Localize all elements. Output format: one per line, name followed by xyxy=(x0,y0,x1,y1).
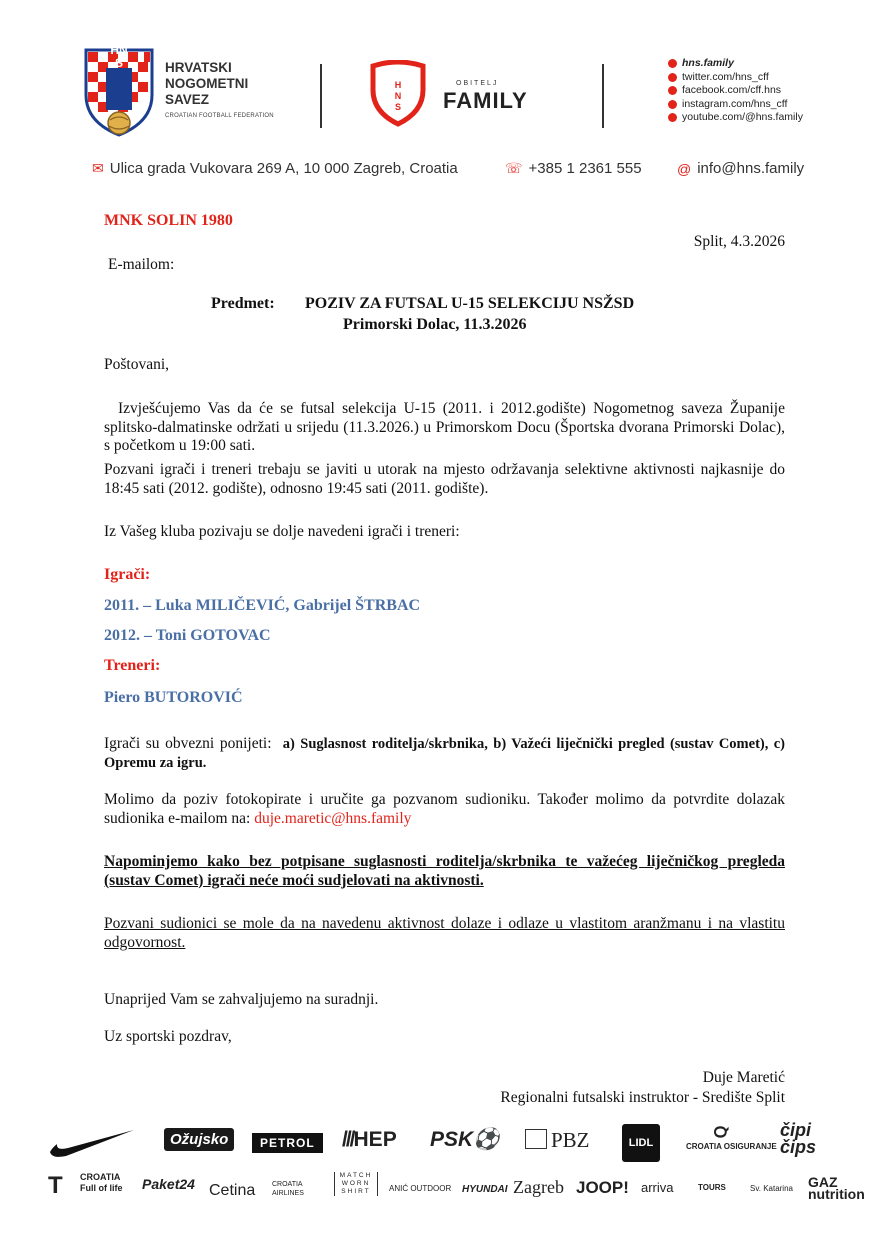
nike-swoosh-logo xyxy=(48,1126,136,1160)
paragraph-thanks: Unaprijed Vam se zahvaljujemo na suradnji. xyxy=(104,991,379,1008)
coach-name: Piero BUTOROVIĆ xyxy=(104,689,243,706)
subject-line-1: POZIV ZA FUTSAL U-15 SELEKCIJU NSŽSD xyxy=(305,295,635,312)
sponsor-hyundai: HYUNDAI xyxy=(462,1184,508,1195)
sponsor-arriva: arriva xyxy=(641,1180,674,1195)
crest-letters: HNS xyxy=(110,43,128,70)
organization-name xyxy=(165,60,274,124)
social-links xyxy=(668,57,803,125)
contact-email-link[interactable]: duje.maretic@hns.family xyxy=(254,809,412,827)
sponsor-joop: JOOP! xyxy=(576,1178,629,1197)
sponsor-cipi-cips: čipi čips xyxy=(780,1120,817,1157)
org-line-3: SAVEZ xyxy=(165,92,210,107)
paragraph-arrival: Pozvani igrači i treneri trebaju se javiti u utorak na mjesto održavanja selektivne aktivnosti najkasnije do 18:45 sati (2012. godište), odnosno 19:45 sati (2011. godište). xyxy=(104,461,785,497)
signature-title: Regionalni futsalski instruktor - Središte Split xyxy=(500,1089,785,1106)
coaches-heading: Treneri: xyxy=(104,657,161,674)
signature-name: Duje Maretić xyxy=(702,1069,785,1086)
recipient: MNK SOLIN 1980 xyxy=(104,212,233,229)
org-line-2: NOGOMETNI xyxy=(165,76,249,91)
contact-phone: ☏ +385 1 2361 555 xyxy=(505,160,642,177)
place-date: Split, 4.3.2026 xyxy=(693,233,785,250)
contact-address: ✉ Ulica grada Vukovara 269 A, 10 000 Zagreb, Croatia xyxy=(92,160,458,177)
sponsor-croatia-tourism: CROATIA Full of life xyxy=(80,1172,123,1193)
sponsor-sv-katarina: Sv. Katarina xyxy=(750,1184,793,1193)
org-subtitle: CROATIAN FOOTBALL FEDERATION xyxy=(165,113,274,119)
co-mark-icon: ℺ xyxy=(713,1124,729,1141)
subject-line-2: Primorski Dolac, 11.3.2026 xyxy=(343,316,527,333)
paragraph-intro: Izvješćujemo Vas da će se futsal selekcija U-15 (2011. i 2012.godište) Nogometnog saveza Županije splitsko-dalmatinske održati u srijedu (11.3.2026.) u Primorskom Docu (Športska dvorana Primorski Dolac), s početkom u 19:00 sati. xyxy=(104,400,785,454)
sponsor-psk: PSK⚽ xyxy=(430,1128,500,1151)
instagram-icon xyxy=(668,100,677,109)
facebook-icon xyxy=(668,86,677,95)
twitter-icon xyxy=(668,73,677,82)
svg-text:H: H xyxy=(394,80,402,90)
social-youtube[interactable]: youtube.com/@hns.family xyxy=(668,111,803,125)
header-divider-1 xyxy=(320,64,322,128)
sponsor-hep: ///HEP xyxy=(342,1128,397,1151)
paragraph-warning: Napominjemo kako bez potpisane suglasnosti roditelja/skrbnika te važećeg liječničkog pregleda (sustav Comet) igrači neće moći sudjelovati na aktivnosti. xyxy=(104,853,785,889)
globe-icon xyxy=(668,59,677,68)
sponsor-paket24: Paket24 xyxy=(142,1176,195,1192)
sponsor-tours: TOURS xyxy=(698,1183,726,1192)
sponsor-ozujsko: Ožujsko xyxy=(164,1128,234,1151)
subject-label: Predmet: xyxy=(211,295,275,312)
pbz-mark-icon xyxy=(525,1129,547,1149)
social-facebook[interactable]: facebook.com/cff.hns xyxy=(668,84,803,98)
envelope-icon: ✉ xyxy=(92,160,104,176)
delivery-method: E-mailom: xyxy=(108,256,175,273)
paragraph-requirements: Igrači su obvezni ponijeti: a) Suglasnost roditelja/skrbnika, b) Važeći liječnički pregled (sustav Comet), c) Opremu za igru. xyxy=(104,735,785,771)
social-twitter[interactable]: twitter.com/hns_cff xyxy=(668,71,803,85)
hns-shield-logo xyxy=(369,60,427,128)
sponsor-lidl: LIDL xyxy=(622,1124,660,1162)
header-divider-2 xyxy=(602,64,604,128)
closing: Uz sportski pozdrav, xyxy=(104,1028,232,1045)
sponsor-gaz-nutrition: GAZ nutrition xyxy=(808,1174,865,1202)
phone-icon: ☏ xyxy=(505,160,523,176)
at-icon: @ xyxy=(677,160,692,177)
social-website[interactable]: hns.family xyxy=(668,57,803,71)
org-line-1: HRVATSKI xyxy=(165,60,232,75)
sponsor-pbz: PBZ xyxy=(525,1128,590,1153)
paragraph-invited: Iz Vašeg kluba pozivaju se dolje navedeni igrači i treneri: xyxy=(104,523,460,540)
sponsor-cetina: Cetina xyxy=(209,1182,256,1199)
players-2011: 2011. – Luka MILIČEVIĆ, Gabrijel ŠTRBAC xyxy=(104,597,421,614)
svg-text:N: N xyxy=(394,91,402,101)
players-heading: Igrači: xyxy=(104,566,151,583)
family-subtitle: OBITELJ xyxy=(456,80,499,87)
sponsor-telekom: T xyxy=(48,1172,63,1199)
sponsor-croatia-osiguranje: ℺ CROATIA OSIGURANJE xyxy=(686,1124,777,1151)
sponsor-zagreb: Zagreb xyxy=(513,1177,564,1197)
sponsor-petrol: PETROL xyxy=(252,1133,323,1153)
greeting: Poštovani, xyxy=(104,356,170,373)
contact-email[interactable]: @ info@hns.family xyxy=(677,160,805,177)
social-instagram[interactable]: instagram.com/hns_cff xyxy=(668,98,803,112)
youtube-icon xyxy=(668,113,677,122)
sponsor-croatia-airlines: CROATIA AIRLINES xyxy=(272,1181,304,1197)
paragraph-photocopy: Molimo da poziv fotokopirate i uručite ga pozvanom sudioniku. Također molimo da potvrdite dolazak sudionika e-mailom na: duje.maretic@hns.family xyxy=(104,791,785,827)
svg-text:S: S xyxy=(394,102,402,112)
hep-mark-icon: /// xyxy=(342,1128,354,1151)
family-title: FAMILY xyxy=(443,88,528,113)
football-icon: ⚽ xyxy=(473,1128,500,1151)
sponsor-anic-outdoor: ANIĆ OUTDOOR xyxy=(389,1184,452,1193)
paragraph-transport: Pozvani sudionici se mole da na navedenu aktivnost dolaze i odlaze u vlastitom aranžmanu i na vlastitu odgovornost. xyxy=(104,915,785,951)
sponsor-match-worn-shirt: MATCH WORN SHIRT xyxy=(334,1172,378,1196)
players-2012: 2012. – Toni GOTOVAC xyxy=(104,627,271,644)
